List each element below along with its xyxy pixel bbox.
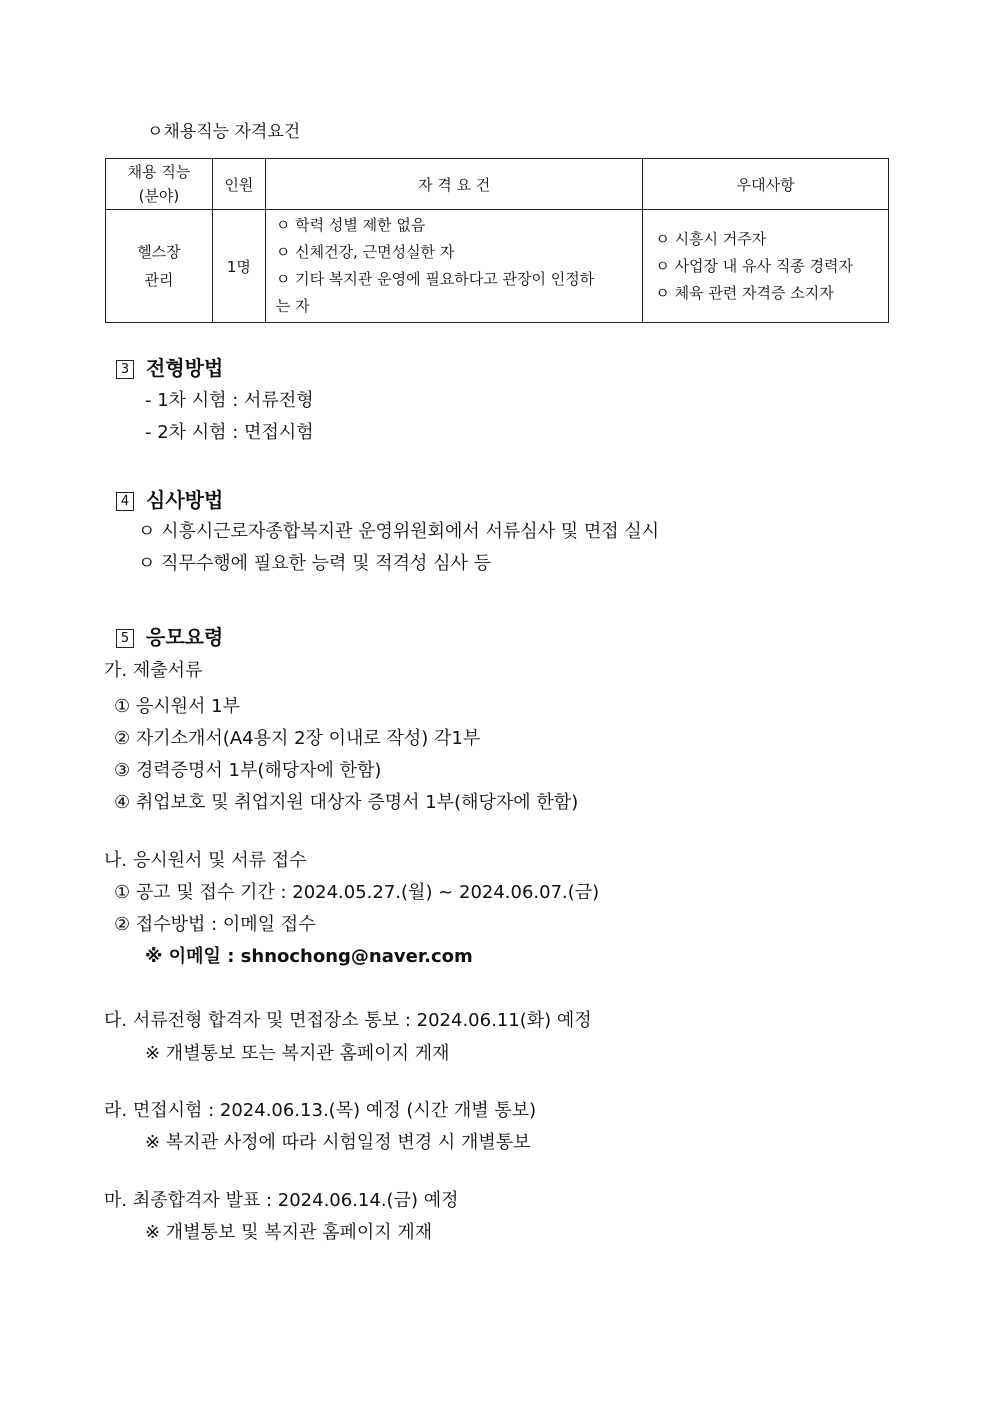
list-item: - 1차 시험 : 서류전형 [145, 390, 314, 411]
section-title: 심사방법 [146, 488, 224, 512]
section-5-heading [116, 621, 223, 650]
note: ※ 복지관 사정에 따라 시험일정 변경 시 개별통보 [145, 1132, 531, 1153]
header-preferences: 우대사항 [643, 159, 889, 210]
section-title: 응모요령 [146, 625, 224, 649]
requirement-item: ㅇ 학력 성별 제한 없음 [275, 216, 426, 234]
list-item: ④ 취업보호 및 취업지원 대상자 증명서 1부(해당자에 한함) [114, 792, 579, 813]
email-line: ※ 이메일 : shnochong@naver.com [145, 946, 473, 967]
preference-item: ㅇ 시흥시 거주자 [655, 229, 767, 248]
requirement-item: ㅇ 신체건강, 근면성실한 자 [275, 243, 455, 261]
preference-item: ㅇ 체육 관련 자격증 소지자 [655, 283, 834, 302]
role-line2: 관리 [144, 271, 174, 289]
section-3-heading [116, 352, 223, 381]
header-role-line1: 채용 직능 [127, 163, 191, 181]
list-item: ① 공고 및 접수 기간 : 2024.05.27.(월) ~ 2024.06.07.(금) [114, 882, 600, 903]
list-item: ② 접수방법 : 이메일 접수 [114, 914, 316, 935]
role-line1: 헬스장 [137, 243, 181, 261]
subsection-ra-title: 라. 면접시험 : 2024.06.13.(목) 예정 (시간 개별 통보) [104, 1100, 537, 1121]
table-header-row [106, 159, 889, 210]
header-role-line2: (분야) [138, 187, 180, 205]
section-number-box: 4 [116, 492, 134, 511]
preference-item: ㅇ 사업장 내 유사 직종 경력자 [655, 256, 854, 275]
preferences-cell [643, 210, 889, 323]
requirement-item: 는 자 [275, 297, 310, 315]
list-item: - 2차 시험 : 면접시험 [145, 422, 314, 443]
section-4-heading [116, 484, 223, 513]
header-count: 인원 [212, 159, 265, 210]
list-item: ㅇ 시흥시근로자종합복지관 운영위원회에서 서류심사 및 면접 실시 [138, 521, 660, 542]
list-item: ㅇ 직무수행에 필요한 능력 및 적격성 심사 등 [138, 553, 492, 574]
subsection-da-title: 다. 서류전형 합격자 및 면접장소 통보 : 2024.06.11(화) 예정 [104, 1010, 592, 1031]
subsection-ma-title: 마. 최종합격자 발표 : 2024.06.14.(금) 예정 [104, 1190, 459, 1211]
header-role [106, 159, 213, 210]
list-item: ② 자기소개서(A4용지 2장 이내로 작성) 각1부 [114, 728, 481, 749]
section-number-box: 5 [116, 629, 134, 648]
subsection-ga-title: 가. 제출서류 [104, 660, 203, 681]
list-item: ③ 경력증명서 1부(해당자에 한함) [114, 760, 382, 781]
count-cell: 1명 [212, 210, 265, 323]
header-requirements: 자 격 요 건 [265, 159, 642, 210]
section-number-box: 3 [116, 360, 134, 379]
requirement-item: ㅇ 기타 복지관 운영에 필요하다고 관장이 인정하 [275, 270, 595, 288]
list-item: ① 응시원서 1부 [114, 696, 240, 717]
section-title: 전형방법 [146, 356, 224, 380]
table-row [106, 210, 889, 323]
note: ※ 개별통보 또는 복지관 홈페이지 게재 [145, 1043, 450, 1064]
subsection-na-title: 나. 응시원서 및 서류 접수 [104, 850, 307, 871]
note: ※ 개별통보 및 복지관 홈페이지 게재 [145, 1222, 433, 1243]
requirements-cell [265, 210, 642, 323]
requirements-table [105, 158, 889, 323]
table-intro: ㅇ채용직능 자격요건 [147, 122, 301, 142]
role-cell [106, 210, 213, 323]
